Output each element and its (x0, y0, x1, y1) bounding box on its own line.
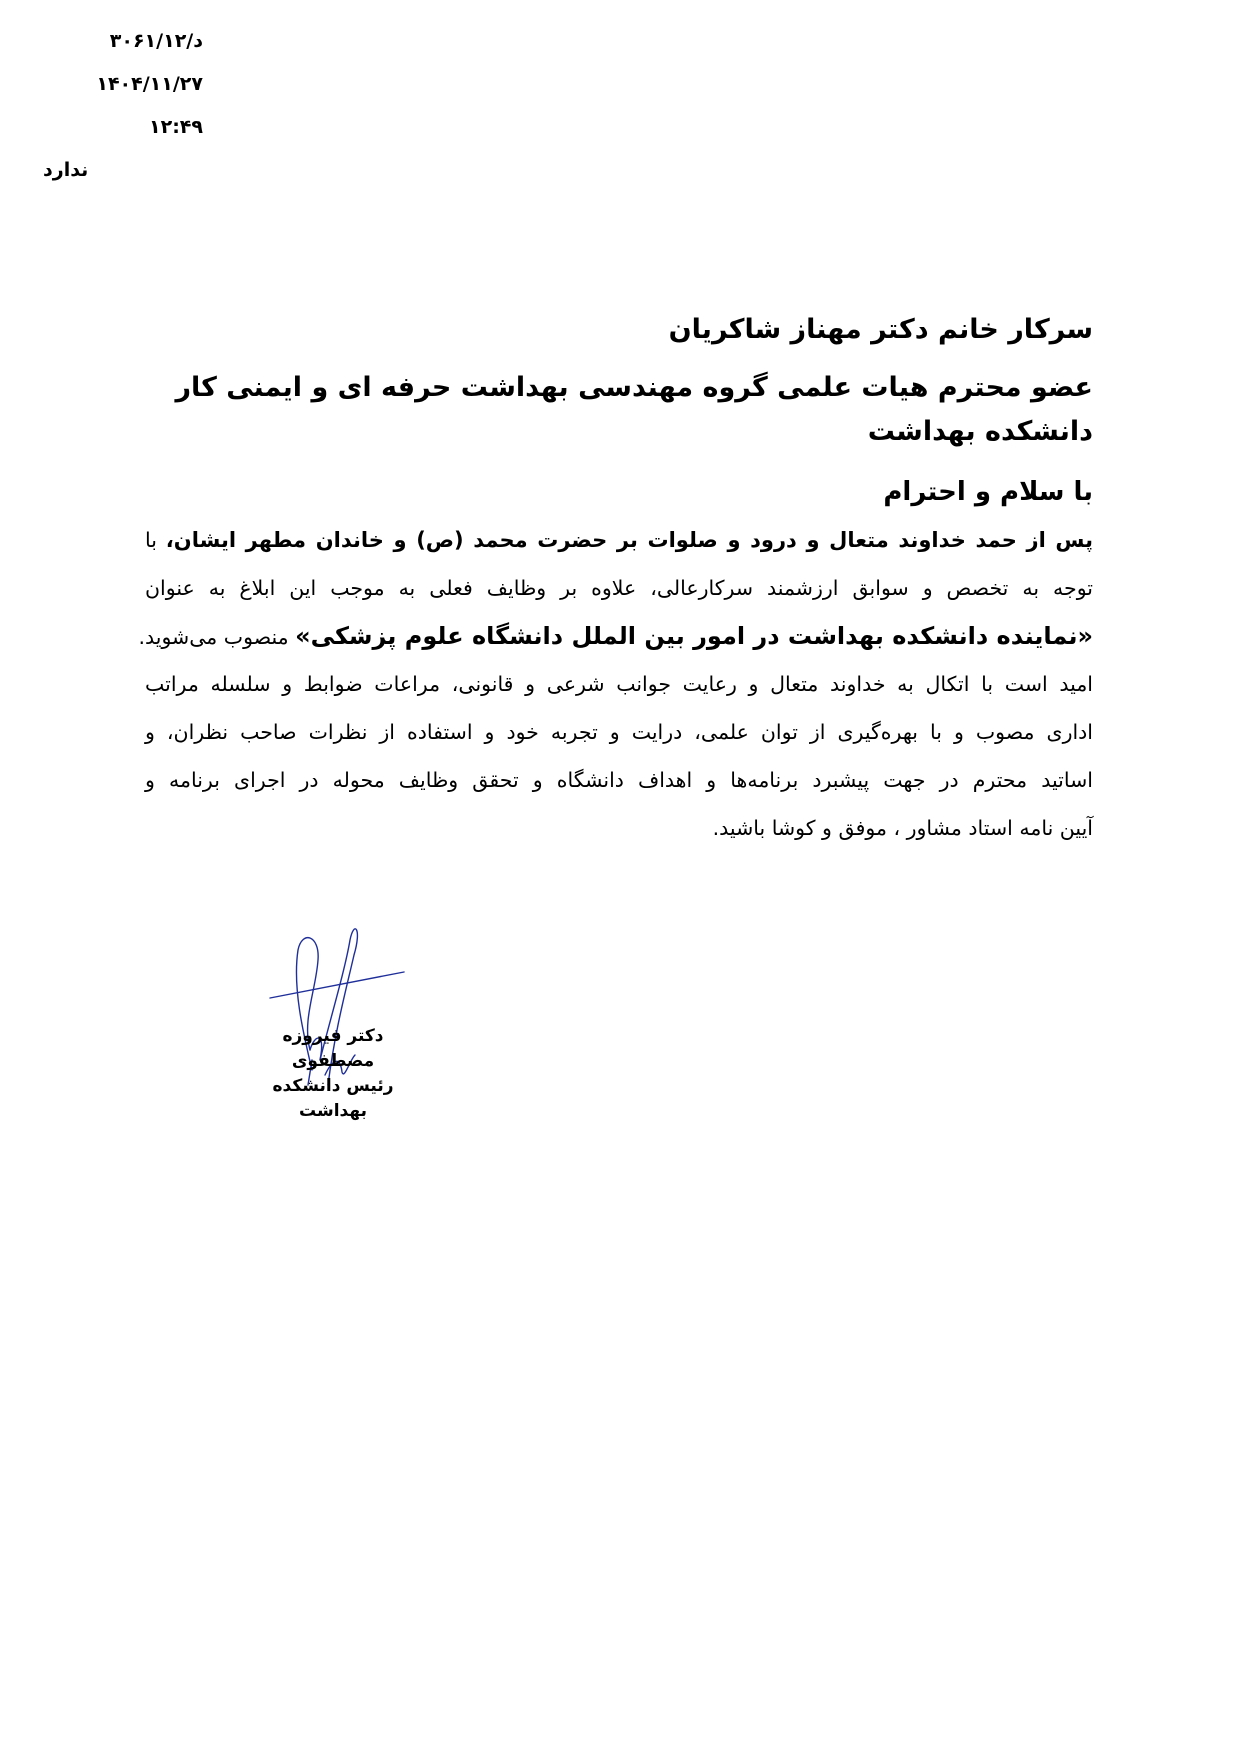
body-line: امید است با اتکال به خداوند متعال و رعایت جوانب شرعی و قانونی، مراعات ضوابط و سلسله مراتب (145, 672, 1093, 696)
recipient-role: عضو محترم هیات علمی گروه مهندسی بهداشت حرفه ای و ایمنی کار دانشکده بهداشت (175, 372, 1093, 447)
body-line (145, 518, 1093, 566)
body-line: اداری مصوب و با بهره‌گیری از توان علمی، درایت و تجربه خود و استفاده از نظرات صاحب نظران، و (145, 720, 1093, 744)
signer-block (258, 1024, 408, 1124)
letter-time: ۱۲:۴۹ (149, 116, 203, 138)
letter-date: ۱۴۰۴/۱۱/۲۷ (96, 73, 203, 95)
signer-title: رئیس دانشکده بهداشت (272, 1076, 394, 1121)
letter-body (138, 518, 1093, 854)
signer-name: دکتر فیروزه مصطفوی (282, 1026, 384, 1071)
body-line: توجه به تخصص و سوابق ارزشمند سرکارعالی، علاوه بر وظایف فعلی به موجب این ابلاغ به عنوان (145, 576, 1093, 600)
body-line-text: منصوب می‌شوید. (138, 625, 296, 649)
body-line (138, 614, 1093, 662)
appointment-title: «نماینده دانشکده بهداشت در امور بین الملل دانشگاه علوم پزشکی» (295, 622, 1093, 650)
body-line: آیین نامه استاد مشاور ، موفق و کوشا باشید. (712, 816, 1093, 840)
letter-attachment: ندارد (43, 159, 89, 181)
body-line-bold: پس از حمد خداوند متعال و درود و صلوات بر حضرت محمد (ص) و خاندان مطهر ایشان، (165, 528, 1093, 552)
letter-number: ۳۰۶۱/۱۲/د (109, 30, 203, 52)
letter-meta (43, 26, 203, 198)
body-line-text: با (145, 528, 166, 552)
body-line: اساتید محترم در جهت پیشبرد برنامه‌ها و اهداف دانشگاه و تحقق وظایف محوله در اجرای برنامه و (145, 768, 1093, 792)
recipient-block (133, 308, 1093, 454)
recipient-name: سرکار خانم دکتر مهناز شاکریان (668, 314, 1093, 345)
greeting: با سلام و احترام (883, 477, 1093, 507)
